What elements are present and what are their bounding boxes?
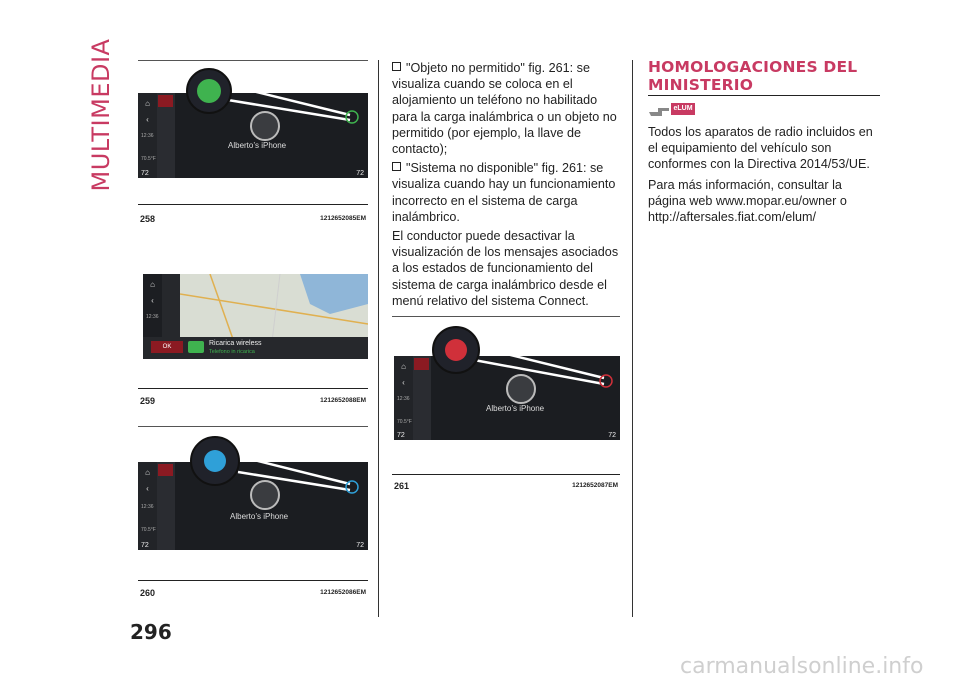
clock: 12:36 bbox=[141, 133, 154, 139]
pointing-hand-icon bbox=[648, 105, 670, 117]
section-heading: HOMOLOGACIONES DEL MINISTERIO bbox=[648, 58, 858, 94]
heading-rule bbox=[648, 95, 880, 96]
home-icon: ⌂ bbox=[401, 362, 406, 371]
zoom-lens bbox=[432, 326, 480, 374]
outside-temp: 70.5°F bbox=[141, 527, 156, 533]
figure-260 bbox=[138, 426, 368, 602]
bullet-icon bbox=[392, 62, 401, 71]
back-icon: ‹ bbox=[146, 484, 149, 493]
figure-code: 1212652088EM bbox=[320, 397, 366, 404]
figure-number: 259 bbox=[140, 396, 156, 406]
clock: 12:36 bbox=[397, 396, 410, 402]
back-icon: ‹ bbox=[402, 378, 405, 387]
right-column bbox=[648, 124, 880, 229]
zoom-lens bbox=[190, 436, 240, 486]
figure-261 bbox=[392, 316, 620, 492]
middle-column bbox=[392, 60, 620, 312]
wireless-popup bbox=[143, 337, 368, 359]
clock: 12:36 bbox=[141, 504, 154, 510]
bullet-icon bbox=[392, 162, 401, 171]
outside-temp: 70.5°F bbox=[141, 156, 156, 162]
popup-title: Ricarica wireless bbox=[209, 340, 262, 347]
figure-number: 258 bbox=[140, 214, 156, 224]
popup-subtitle: Telefono in ricarica bbox=[209, 349, 255, 355]
figure-code: 1212652085EM bbox=[320, 215, 366, 222]
phone-label: Alberto’s iPhone bbox=[230, 512, 289, 521]
figure-code: 1212652087EM bbox=[572, 482, 618, 489]
temp-right: 72 bbox=[356, 542, 364, 549]
temp-left: 72 bbox=[141, 170, 149, 177]
temp-left: 72 bbox=[141, 542, 149, 549]
phone-label: Alberto’s iPhone bbox=[228, 141, 287, 150]
figure-number: 260 bbox=[140, 588, 156, 598]
bullet-text-2: "Sistema no disponible" fig. 261: se visualiza cuando hay un funcionamiento incorrecto en el sistema de carga inalámbrico. bbox=[392, 161, 616, 224]
temp-right: 72 bbox=[608, 432, 616, 439]
zoom-lens bbox=[186, 68, 232, 114]
ok-button[interactable]: OK bbox=[151, 341, 183, 353]
outside-temp: 70.5°F bbox=[397, 419, 412, 425]
paragraph-1: Todos los aparatos de radio incluidos en el equipamiento del vehículo son conformes con la Directiva 2014/53/UE. bbox=[648, 125, 873, 172]
figure-258 bbox=[138, 60, 368, 226]
paragraph: El conductor puede desactivar la visualización de los mensajes asociados a los estados de funcionamiento del sistema de carga inalámbrico desde el menú relativo del sistema Connect. bbox=[392, 229, 619, 308]
bullet-text-1: "Objeto no permitido" fig. 261: se visualiza cuando se coloca en el alojamiento un teléfono no habilitado para la carga inalámbrica o un objeto no permitido (por ejemplo, la llave de contacto); bbox=[392, 61, 617, 157]
elum-badge: eLUM bbox=[671, 103, 695, 115]
phone-label: Alberto’s iPhone bbox=[486, 404, 545, 413]
callout-lines bbox=[138, 426, 368, 550]
callout-lines bbox=[138, 60, 368, 178]
paragraph-2: Para más información, consultar la página web www.mopar.eu/owner o http://aftersales.fiat.com/elum/ bbox=[648, 177, 847, 225]
temp-right: 72 bbox=[356, 170, 364, 177]
figure-code: 1212652086EM bbox=[320, 589, 366, 596]
charging-icon bbox=[188, 341, 204, 353]
column-divider bbox=[378, 60, 379, 617]
back-icon: ‹ bbox=[151, 296, 154, 305]
temp-left: 72 bbox=[397, 432, 405, 439]
home-icon: ⌂ bbox=[150, 280, 155, 289]
clock: 12:36 bbox=[146, 314, 159, 320]
home-icon: ⌂ bbox=[145, 99, 150, 108]
section-title: MULTIMEDIA bbox=[87, 38, 115, 192]
callout-lines bbox=[392, 316, 620, 440]
map-screen bbox=[143, 274, 368, 359]
page-number: 296 bbox=[130, 620, 172, 644]
back-icon: ‹ bbox=[146, 115, 149, 124]
home-icon: ⌂ bbox=[145, 468, 150, 477]
figure-259 bbox=[138, 252, 368, 412]
column-divider bbox=[632, 60, 633, 617]
figure-number: 261 bbox=[394, 481, 410, 491]
watermark: carmanualsonline.info bbox=[680, 654, 924, 679]
